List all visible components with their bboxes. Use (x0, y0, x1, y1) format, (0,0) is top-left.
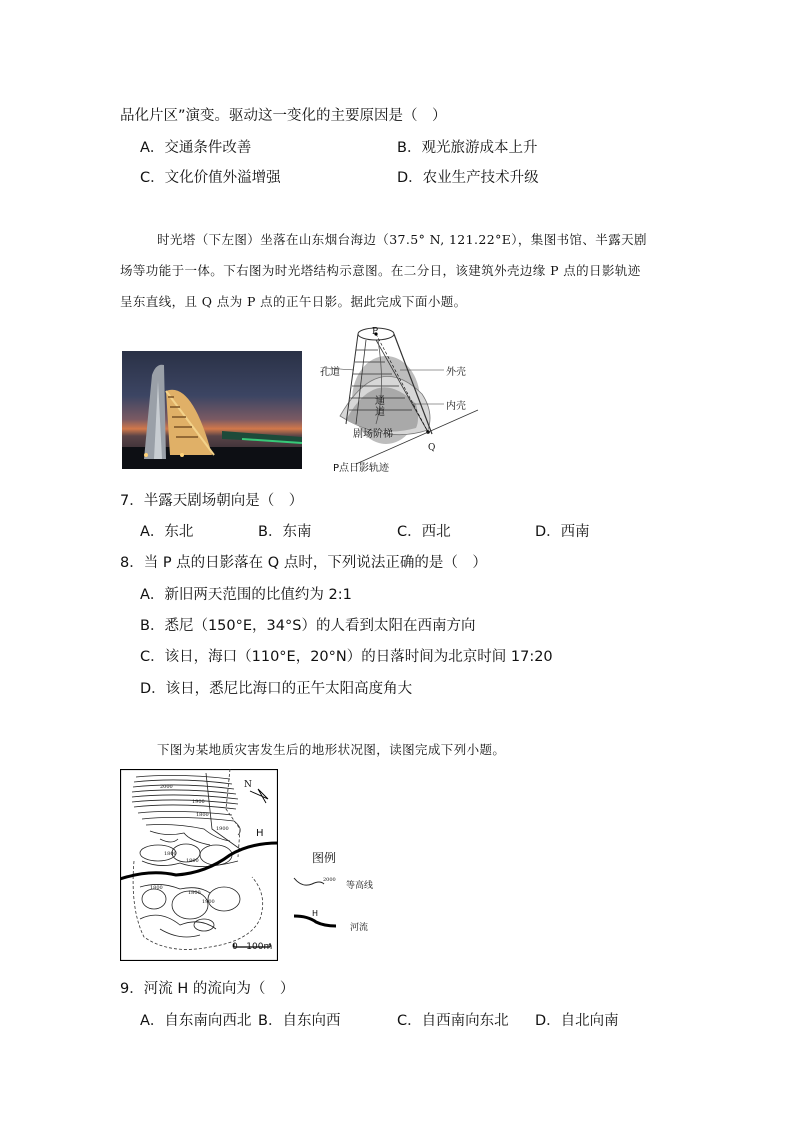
q9-option-b[interactable]: B．自东向西 (258, 1013, 341, 1029)
passage1-line1: 时光塔（下左图）坐落在山东烟台海边（37.5° N, 121.22°E），集图书馆、半露天剧 (157, 232, 647, 247)
q6-option-d[interactable]: D．农业生产技术升级 (397, 170, 539, 186)
q9-option-c[interactable]: C．自西南向东北 (397, 1013, 509, 1029)
q7-stem: 7．半露天剧场朝向是（ ） (120, 493, 304, 509)
diagram-label-outer: 外壳 (446, 367, 466, 378)
diagram-label-stairs: 剧场阶梯 (353, 429, 393, 440)
legend-contour-label: 等高线 (346, 881, 374, 891)
map-contour-label: 1800 (188, 890, 201, 896)
map-contour-label: 1900 (192, 799, 205, 805)
diagram-label-inner: 内壳 (446, 401, 466, 412)
tower-photo (122, 351, 302, 469)
q8-stem: 8．当 P 点的日影落在 Q 点时，下列说法正确的是（ ） (120, 555, 487, 571)
legend-river-label: 河流 (350, 923, 369, 933)
legend-river-letter: H (312, 909, 319, 918)
q7-option-c[interactable]: C．西北 (397, 524, 451, 540)
q7-option-b[interactable]: B．东南 (258, 524, 312, 540)
diagram-label-p: P (372, 327, 379, 337)
passage1-line3: 呈东直线，且 Q 点为 P 点的正午日影。据此完成下面小题。 (120, 294, 467, 309)
diagram-label-hole: 孔道 (320, 367, 340, 378)
diagram-label-track: P点日影轨迹 (333, 463, 390, 474)
q8-option-c[interactable]: C．该日，海口（110°E，20°N）的日落时间为北京时间 17:20 (140, 649, 553, 665)
q8-option-d[interactable]: D．该日，悉尼比海口的正午太阳高度角大 (140, 681, 413, 697)
legend-contour-value: 2000 (323, 877, 336, 883)
q6-option-c[interactable]: C．文化价值外溢增强 (140, 170, 281, 186)
q9-option-d[interactable]: D．自北向南 (535, 1013, 619, 1029)
map-scale-label: 0 100m (232, 942, 273, 952)
map-contour-label: 1900 (216, 826, 229, 832)
map-river-label: H (256, 828, 264, 839)
q7-option-d[interactable]: D．西南 (535, 524, 590, 540)
tower-structure-diagram (316, 320, 486, 472)
legend-title: 图例 (312, 851, 337, 865)
q8-option-b[interactable]: B．悉尼（150°E，34°S）的人看到太阳在西南方向 (140, 618, 476, 634)
map-contour-label: 1900 (202, 899, 215, 905)
diagram-label-tunnel: 通道 (375, 396, 385, 418)
diagram-label-q: Q (428, 443, 436, 453)
map-north-label: N (244, 780, 252, 790)
passage2-line: 下图为某地质灾害发生后的地形状况图，读图完成下列小题。 (157, 742, 506, 757)
passage1-line2: 场等功能于一体。下右图为时光塔结构示意图。在二分日，该建筑外壳边缘 P 点的日影轨迹 (120, 263, 641, 278)
q7-option-a[interactable]: A．东北 (140, 524, 194, 540)
q9-option-a[interactable]: A．自东南向西北 (140, 1013, 252, 1029)
q6-option-b[interactable]: B．观光旅游成本上升 (397, 140, 538, 156)
q9-stem: 9．河流 H 的流向为（ ） (120, 981, 295, 997)
map-contour-label: 1800 (150, 885, 163, 891)
terrain-map (120, 769, 278, 961)
map-contour-label: 1800 (164, 851, 177, 857)
q6-option-a[interactable]: A．交通条件改善 (140, 140, 252, 156)
map-contour-label: 1800 (196, 812, 209, 818)
q6-stem: 品化片区”演变。驱动这一变化的主要原因是（ ） (120, 108, 447, 124)
map-contour-label: 1800 (186, 858, 199, 864)
q8-option-a[interactable]: A．新旧两天范围的比值约为 2:1 (140, 587, 352, 603)
map-contour-label: 2000 (160, 784, 173, 790)
